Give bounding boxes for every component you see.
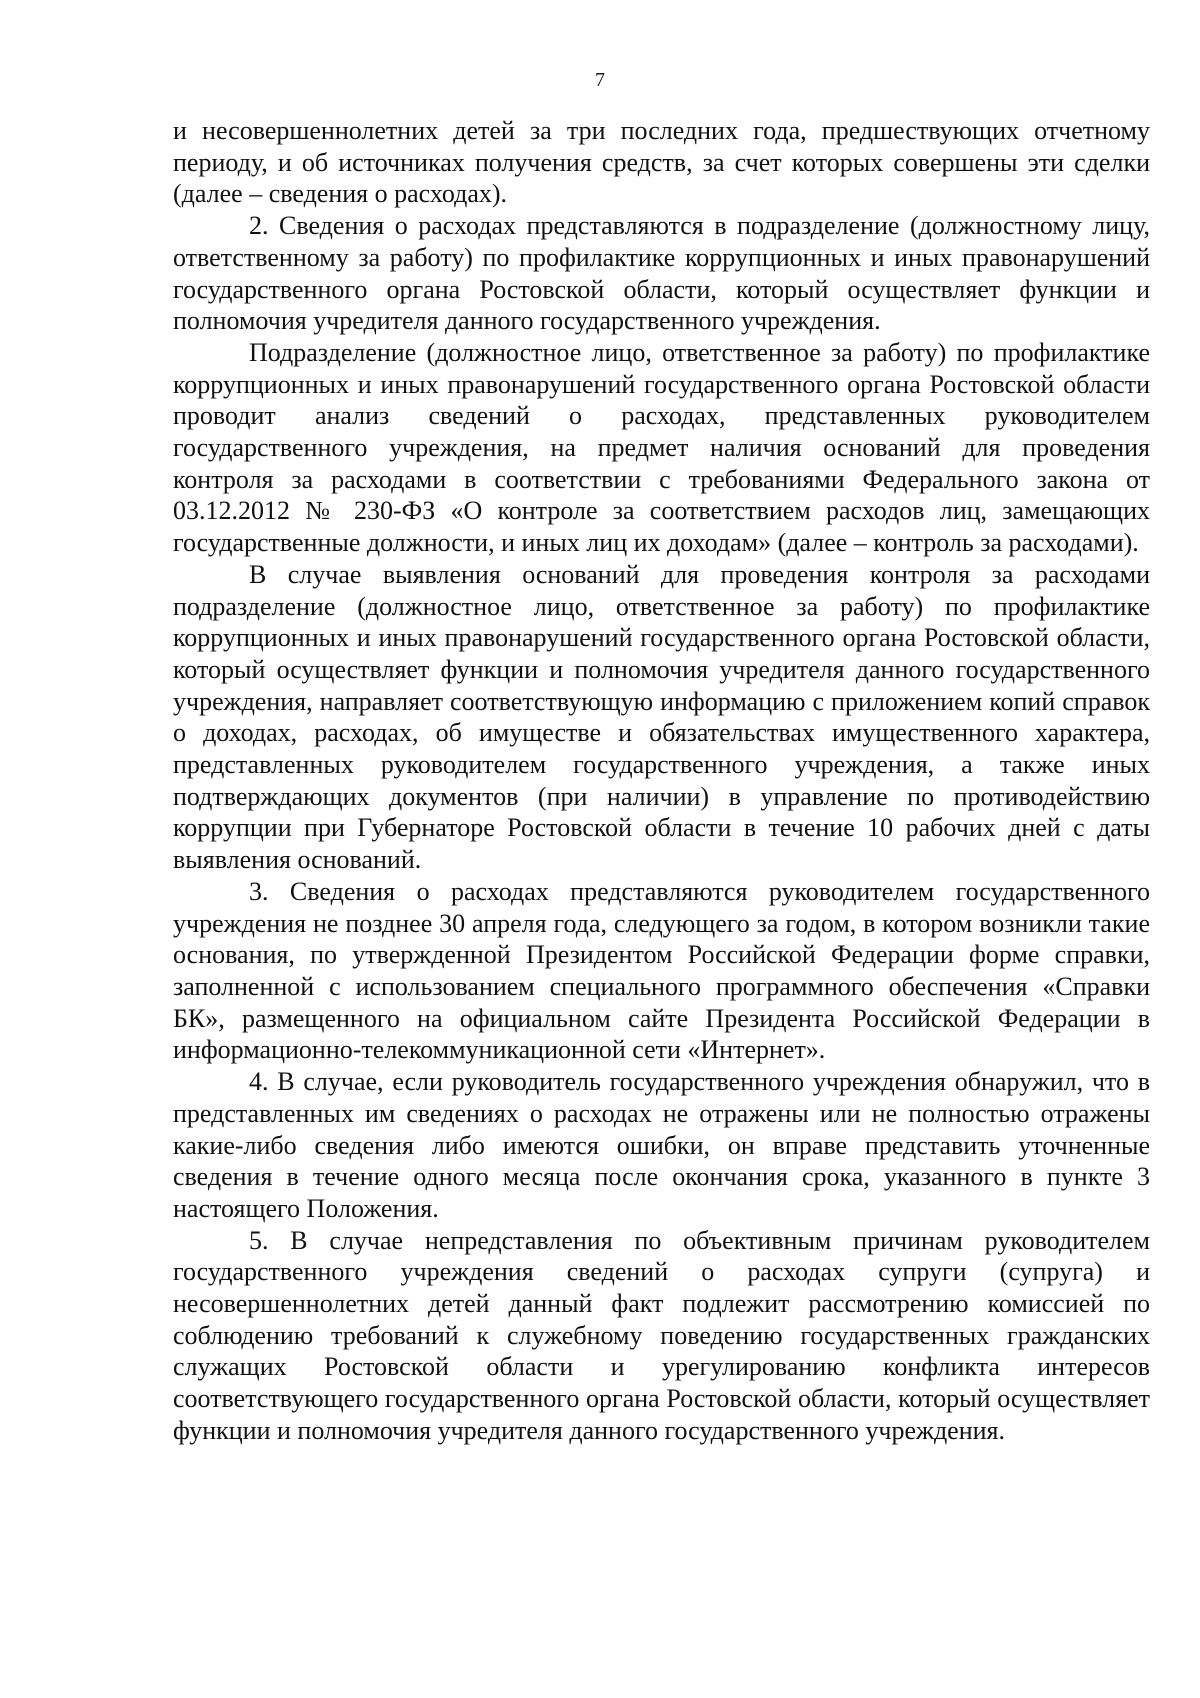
paragraph-continuation: и несовершеннолетних детей за три последних года, предшествующих отчетному периоду, и об источниках получения средств, за счет которых совершены эти сделки (далее – сведения о расходах).: [173, 116, 1150, 209]
page-number: 7: [595, 69, 605, 91]
paragraph-item-2: 2. Сведения о расходах представляются в подразделение (должностному лицу, ответственному за работу) по профилактике коррупционных и иных правонарушений государственного органа Ростовской области, который осуществляет функции и полномочия учредителя данного государственного учреждения.: [173, 211, 1150, 336]
paragraph-item-5: 5. В случае непредставления по объективным причинам руководителем государственного учреждения сведений о расходах супруги (супруга) и несовершеннолетних детей данный факт подлежит рассмотрению комиссией по соблюдению требований к служебному поведению государственных гражданских служащих Ростовской области и урегулированию конфликта интересов соответствующего государственного органа Ростовской области, который осуществляет функции и полномочия учредителя данного государственного учреждения.: [173, 1225, 1150, 1445]
paragraph-item-4: 4. В случае, если руководитель государственного учреждения обнаружил, что в представленных им сведениях о расходах не отражены или не полностью отражены какие-либо сведения либо имеются ошибки, он вправе представить уточненные сведения в течение одного месяца после окончания срока, указанного в пункте 3 настоящего Положения.: [173, 1067, 1150, 1223]
document-body: [173, 115, 1150, 1447]
paragraph-control-grounds: В случае выявления оснований для проведения контроля за расходами подразделение (должностное лицо, ответственное за работу) по профилактике коррупционных и иных правонарушений государственного органа Ростовской области, который осуществляет функции и полномочия учредителя данного государственного учреждения, направляет соответствующую информацию с приложением копий справок о доходах, расходах, об имуществе и обязательствах имущественного характера, представленных руководителем государственного учреждения, а также иных подтверждающих документов (при наличии) в управление по противодействию коррупции при Губернаторе Ростовской области в течение 10 рабочих дней с даты выявления оснований.: [173, 559, 1150, 875]
paragraph-analysis: Подразделение (должностное лицо, ответственное за работу) по профилактике коррупционных и иных правонарушений государственного органа Ростовской области проводит анализ сведений о расходах, представленных руководителем государственного учреждения, на предмет наличия оснований для проведения контроля за расходами в соответствии с требованиями Федерального закона от 03.12.2012 № 230-ФЗ «О контроле за соответствием расходов лиц, замещающих государственные должности, и иных лиц их доходам» (далее – контроль за расходами).: [173, 337, 1150, 558]
paragraph-item-3: 3. Сведения о расходах представляются руководителем государственного учреждения не позднее 30 апреля года, следующего за годом, в котором возникли такие основания, по утвержденной Президентом Российской Федерации форме справки, заполненной с использованием специального программного обеспечения «Справки БК», размещенного на официальном сайте Президента Российской Федерации в информационно-телекоммуникационной сети «Интернет».: [173, 876, 1150, 1065]
